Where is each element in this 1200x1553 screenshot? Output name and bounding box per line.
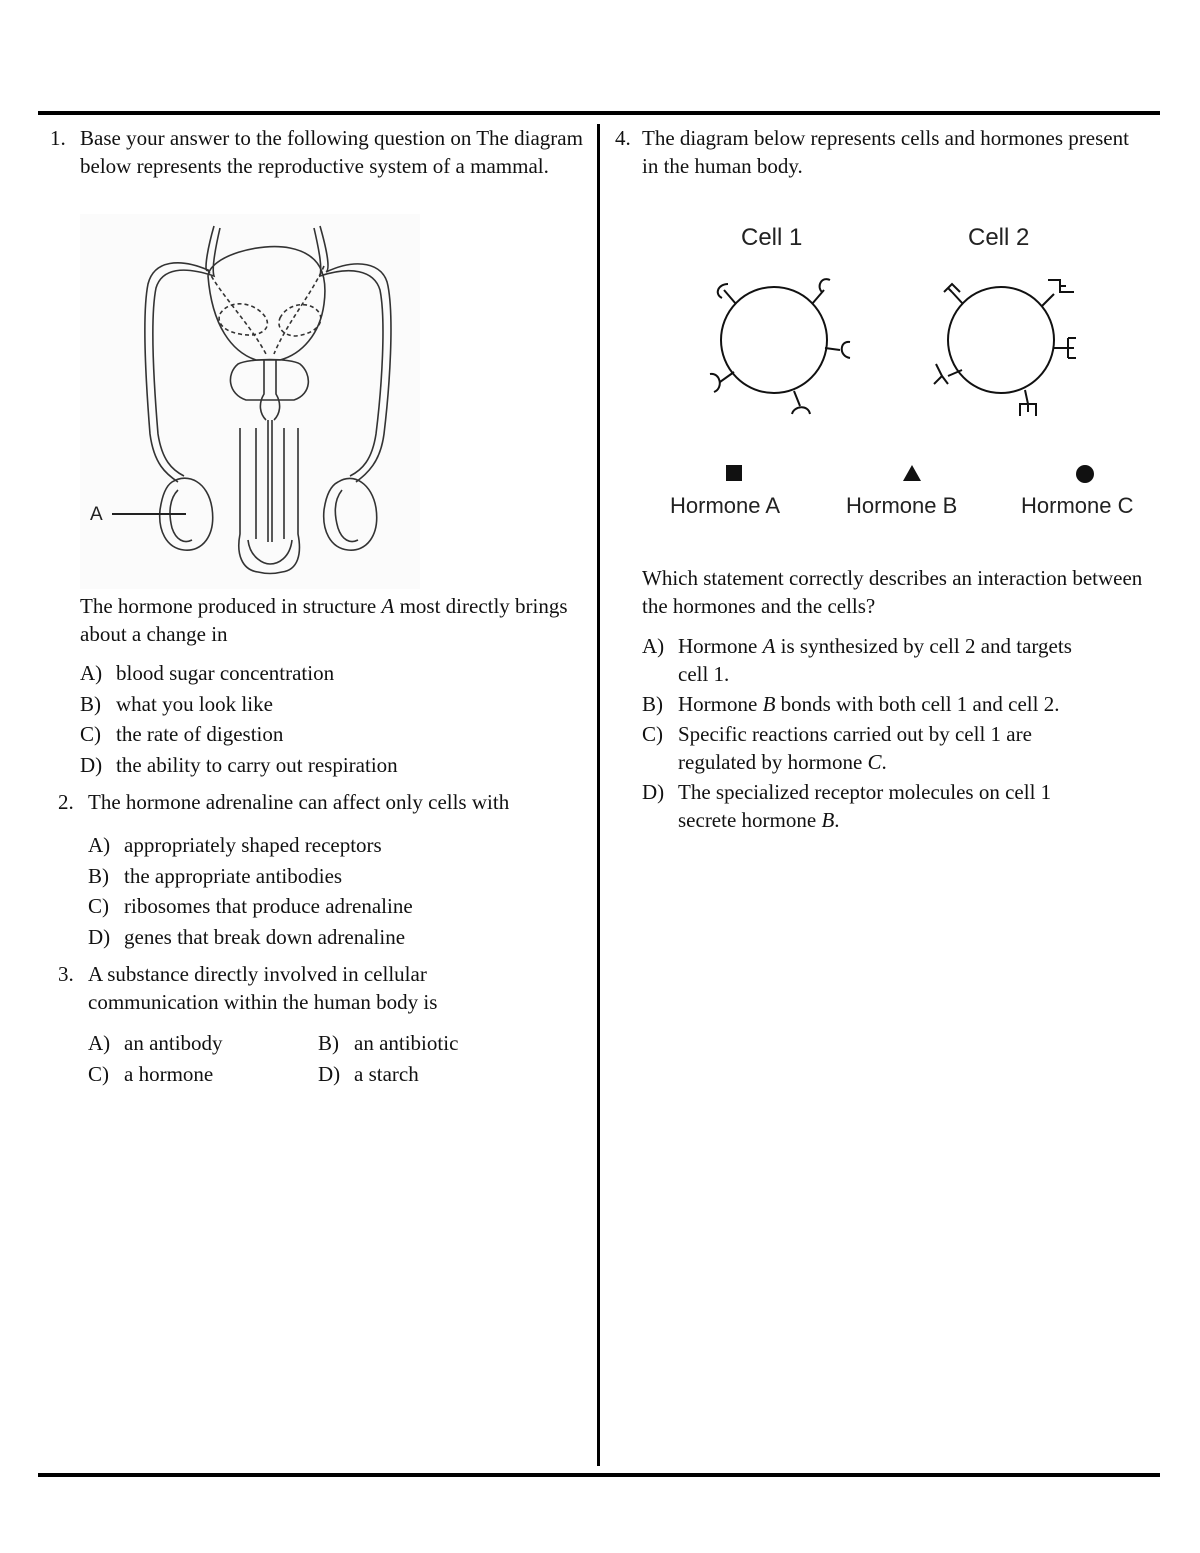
choice-b[interactable]: B) an antibiotic: [318, 1031, 459, 1055]
square-icon: [726, 465, 742, 481]
left-column: [50, 124, 595, 1090]
cell-2: [948, 287, 1054, 393]
question-stem: Which statement correctly describes an interaction between the hormones and the cells?: [642, 566, 1143, 618]
question-intro: The diagram below represents cells and hormones present in the human body.: [642, 126, 1129, 178]
choice-b[interactable]: B) what you look like: [80, 691, 273, 716]
question-number: 1.: [50, 126, 66, 150]
choice-a[interactable]: A) blood sugar concentration: [80, 661, 335, 685]
cell-2-label: Cell 2: [968, 224, 1030, 251]
question-1: [50, 124, 595, 780]
choice-c[interactable]: C) the rate of digestion: [80, 722, 284, 746]
choice-b[interactable]: B) the appropriate antibodies: [88, 863, 343, 888]
question-number: 4.: [615, 126, 631, 150]
choice-d[interactable]: D) the ability to carry out respiration: [80, 752, 398, 777]
choice-d[interactable]: D) genes that break down adrenaline: [88, 924, 406, 949]
answer-choices: [80, 658, 595, 780]
choice-a[interactable]: A) an antibody: [88, 1031, 223, 1055]
choice-d[interactable]: D) The specialized receptor molecules on cell 1 secrete hormone B.: [642, 780, 1052, 832]
cell-1: [721, 287, 827, 393]
question-stem: The hormone produced in structure A most directly brings about a change in: [80, 594, 568, 646]
answer-choices: [88, 830, 603, 952]
question-intro: Base your answer to the following question on The diagram below represents the reproductive system of a mammal.: [80, 126, 583, 178]
choice-a[interactable]: A) Hormone A is synthesized by cell 2 and targets cell 1.: [642, 634, 1072, 686]
choice-d[interactable]: D) a starch: [318, 1062, 419, 1086]
choice-c[interactable]: C) a hormone: [88, 1062, 214, 1086]
question-stem: A substance directly involved in cellular communication within the human body is: [88, 962, 438, 1014]
structure-label-a: A: [90, 504, 103, 525]
question-stem: The hormone adrenaline can affect only cells with: [88, 790, 510, 814]
right-column: [615, 124, 1150, 836]
reproductive-system-diagram: [80, 214, 420, 589]
hormone-b-label: Hormone B: [846, 493, 958, 518]
choice-b[interactable]: B) Hormone B bonds with both cell 1 and cell 2.: [642, 692, 1060, 716]
question-number: 3.: [58, 962, 74, 986]
circle-icon: [1076, 465, 1094, 483]
question-3: [58, 960, 603, 1090]
top-rule: [38, 111, 1160, 115]
hormone-c-label: Hormone C: [1021, 493, 1134, 518]
cell-1-label: Cell 1: [741, 224, 803, 251]
hormone-a-label: Hormone A: [670, 493, 781, 518]
question-4: [615, 124, 1150, 834]
choice-c[interactable]: C) ribosomes that produce adrenaline: [88, 894, 413, 918]
question-2: [58, 788, 603, 952]
choice-a[interactable]: A) appropriately shaped receptors: [88, 833, 382, 857]
cells-hormones-diagram: [630, 216, 1140, 546]
triangle-icon: [903, 465, 921, 481]
answer-choices: [642, 632, 1102, 834]
bottom-rule: [38, 1473, 1160, 1477]
answer-choices: [88, 1028, 603, 1090]
question-number: 2.: [58, 790, 74, 814]
choice-c[interactable]: C) Specific reactions carried out by cell 1 are regulated by hormone C.: [642, 722, 1032, 774]
